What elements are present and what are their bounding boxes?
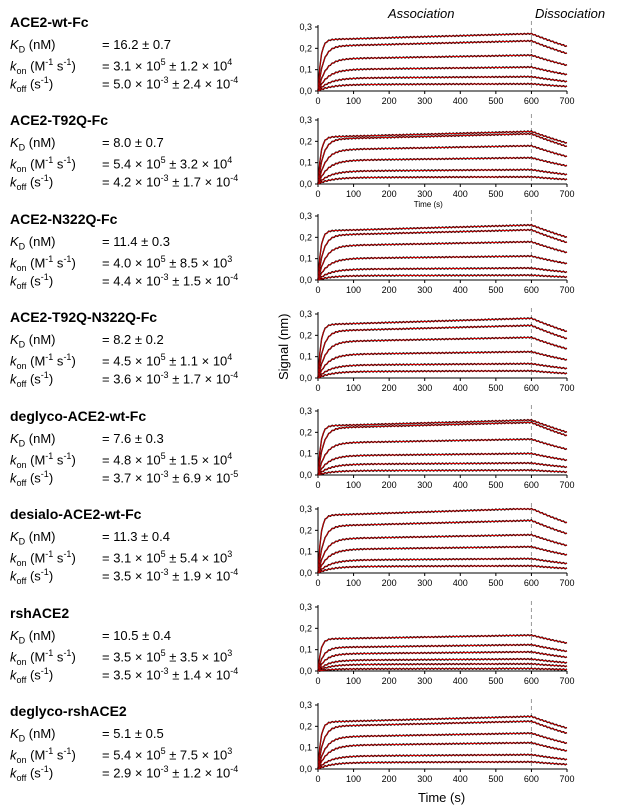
construct-name: deglyco-ACE2-wt-Fc [10, 408, 147, 424]
koff-value: = $3.5 \times 10^{-3} \pm 1.4 \times 10^{-4}$ [102, 666, 239, 683]
y-tick-label: 0,3 [299, 309, 312, 319]
fit-curve [318, 645, 567, 671]
koff-value: = $5.0 \times 10^{-3} \pm 2.4 \times 10^{-4}$ [102, 75, 239, 92]
y-tick-label: 0,2 [299, 427, 312, 438]
data-curve [318, 325, 567, 378]
y-tick-label: 0,3 [299, 211, 312, 221]
x-tick-label: 0 [315, 189, 321, 199]
x-tick-label: 600 [523, 189, 539, 199]
y-tick-label: 0,3 [299, 115, 312, 125]
y-tick-label: 0,3 [299, 504, 312, 514]
koff-value: = $4.4 \times 10^{-3} \pm 1.5 \times 10^{-4}$ [102, 272, 239, 289]
y-tick-label: 0,0 [299, 666, 312, 676]
x-tick-label: 500 [488, 285, 504, 295]
fit-curve [318, 225, 567, 280]
kd-value: = 11.4 ± 0.3 [102, 234, 170, 249]
x-tick-label: 700 [559, 578, 575, 588]
y-tick-label: 0,0 [299, 764, 312, 774]
y-tick-label: 0,2 [299, 525, 312, 536]
x-tick-label: 300 [417, 383, 433, 393]
kd-value: = 16.2 ± 0.7 [102, 37, 171, 52]
x-tick-label: 200 [381, 578, 397, 588]
y-tick-label: 0,0 [299, 179, 312, 189]
kd-value: = 5.1 ± 0.5 [102, 726, 164, 741]
kon-value: = $3.5 \times 10^5 \pm 3.5 \times 10^3$ [102, 648, 233, 665]
data-curve [318, 241, 567, 279]
y-tick-label: 0,2 [299, 43, 312, 54]
x-tick-label: 500 [488, 480, 504, 490]
x-tick-label: 700 [559, 96, 575, 106]
y-tick-label: 0,1 [299, 157, 312, 168]
x-axis-label-small: Time (s) [413, 200, 443, 209]
x-tick-label: 700 [559, 676, 575, 686]
x-tick-label: 200 [381, 383, 397, 393]
x-tick-label: 100 [346, 480, 362, 490]
koff-value: = $4.2 \times 10^{-3} \pm 1.7 \times 10^{-4}$ [102, 173, 239, 190]
x-tick-label: 0 [315, 480, 321, 490]
fit-curve [318, 268, 567, 280]
y-tick-label: 0,3 [299, 700, 312, 710]
x-tick-label: 400 [452, 774, 468, 784]
x-tick-label: 0 [315, 676, 321, 686]
x-tick-label: 300 [417, 774, 433, 784]
construct-name: desialo-ACE2-wt-Fc [10, 506, 142, 522]
association-label: Association [388, 6, 455, 21]
x-tick-label: 100 [346, 96, 362, 106]
y-tick-label: 0,1 [299, 546, 312, 557]
x-tick-label: 0 [315, 383, 321, 393]
x-tick-label: 700 [559, 480, 575, 490]
x-tick-label: 300 [417, 285, 433, 295]
x-tick-label: 500 [488, 189, 504, 199]
kon-value: = $4.5 \times 10^5 \pm 1.1 \times 10^4$ [102, 352, 233, 369]
x-tick-label: 600 [523, 96, 539, 106]
y-tick-label: 0,2 [299, 623, 312, 634]
x-tick-label: 0 [315, 96, 321, 106]
x-tick-label: 400 [452, 578, 468, 588]
x-tick-label: 400 [452, 96, 468, 106]
x-tick-label: 500 [488, 383, 504, 393]
x-tick-label: 300 [417, 578, 433, 588]
x-tick-label: 400 [452, 480, 468, 490]
y-tick-label: 0,0 [299, 470, 312, 480]
data-curve [318, 520, 567, 573]
x-axis-label: Time (s) [418, 790, 466, 805]
y-tick-label: 0,1 [299, 448, 312, 459]
x-tick-label: 300 [417, 189, 433, 199]
x-tick-label: 100 [346, 578, 362, 588]
y-tick-label: 0,2 [299, 330, 312, 341]
y-tick-label: 0,1 [299, 644, 312, 655]
x-tick-label: 100 [346, 383, 362, 393]
x-tick-label: 500 [488, 578, 504, 588]
y-tick-label: 0,3 [299, 22, 312, 32]
x-tick-label: 200 [381, 189, 397, 199]
x-tick-label: 400 [452, 285, 468, 295]
x-tick-label: 600 [523, 383, 539, 393]
y-tick-label: 0,3 [299, 406, 312, 416]
x-tick-label: 500 [488, 676, 504, 686]
fit-curve [318, 422, 567, 475]
y-tick-label: 0,0 [299, 373, 312, 383]
y-tick-label: 0,2 [299, 721, 312, 732]
x-tick-label: 0 [315, 285, 321, 295]
x-tick-label: 700 [559, 774, 575, 784]
y-tick-label: 0,3 [299, 602, 312, 612]
x-tick-label: 300 [417, 480, 433, 490]
x-tick-label: 100 [346, 676, 362, 686]
y-tick-label: 0,1 [299, 64, 312, 75]
data-curve [318, 225, 567, 280]
kd-value: = 7.6 ± 0.3 [102, 431, 164, 446]
y-tick-label: 0,2 [299, 232, 312, 243]
x-tick-label: 200 [381, 676, 397, 686]
x-tick-label: 200 [381, 96, 397, 106]
y-tick-label: 0,0 [299, 86, 312, 96]
x-tick-label: 400 [452, 189, 468, 199]
kon-value: = $3.1 \times 10^5 \pm 1.2 \times 10^4$ [102, 57, 233, 74]
data-curve [318, 644, 567, 670]
x-tick-label: 300 [417, 676, 433, 686]
x-tick-label: 700 [559, 285, 575, 295]
fit-curve [318, 463, 567, 475]
data-curve [318, 509, 567, 573]
koff-value: = $3.5 \times 10^{-3} \pm 1.9 \times 10^{-4}$ [102, 567, 239, 584]
y-tick-label: 0,1 [299, 742, 312, 753]
data-curve [318, 716, 567, 769]
x-tick-label: 200 [381, 285, 397, 295]
x-tick-label: 600 [523, 774, 539, 784]
kon-value: = $4.8 \times 10^5 \pm 1.5 \times 10^4$ [102, 451, 233, 468]
x-tick-label: 300 [417, 96, 433, 106]
x-tick-label: 100 [346, 285, 362, 295]
x-tick-label: 700 [559, 383, 575, 393]
construct-name: ACE2-N322Q-Fc [10, 211, 118, 227]
kd-value: = 8.2 ± 0.2 [102, 332, 164, 347]
x-tick-label: 500 [488, 96, 504, 106]
y-tick-label: 0,1 [299, 351, 312, 362]
x-tick-label: 200 [381, 480, 397, 490]
x-tick-label: 0 [315, 774, 321, 784]
kd-value: = 10.5 ± 0.4 [102, 628, 171, 643]
y-axis-label: Signal (nm) [276, 313, 291, 380]
fit-curve [318, 230, 567, 280]
x-tick-label: 600 [523, 578, 539, 588]
kon-value: = $4.0 \times 10^5 \pm 8.5 \times 10^3$ [102, 254, 233, 271]
koff-value: = $3.7 \times 10^{-3} \pm 6.9 \times 10^{-5}$ [102, 469, 239, 486]
construct-name: ACE2-T92Q-N322Q-Fc [10, 309, 158, 325]
x-tick-label: 600 [523, 285, 539, 295]
dissociation-label: Dissociation [535, 6, 606, 21]
x-tick-label: 400 [452, 383, 468, 393]
x-tick-label: 400 [452, 676, 468, 686]
koff-value: = $2.9 \times 10^{-3} \pm 1.2 \times 10^{-4}$ [102, 764, 239, 781]
x-tick-label: 600 [523, 676, 539, 686]
data-curve [318, 229, 567, 279]
y-tick-label: 0,2 [299, 136, 312, 147]
y-tick-label: 0,0 [299, 568, 312, 578]
kon-value: = $3.1 \times 10^5 \pm 5.4 \times 10^3$ [102, 549, 233, 566]
data-curve [318, 422, 567, 475]
x-tick-label: 100 [346, 774, 362, 784]
x-tick-label: 700 [559, 189, 575, 199]
construct-name: ACE2-wt-Fc [10, 14, 89, 30]
construct-name: deglyco-rshACE2 [10, 703, 127, 719]
y-tick-label: 0,1 [299, 253, 312, 264]
x-tick-label: 600 [523, 480, 539, 490]
x-tick-label: 200 [381, 774, 397, 784]
construct-name: rshACE2 [10, 605, 70, 621]
x-tick-label: 500 [488, 774, 504, 784]
kon-value: = $5.4 \times 10^5 \pm 3.2 \times 10^4$ [102, 155, 233, 172]
kon-value: = $5.4 \times 10^5 \pm 7.5 \times 10^3$ [102, 746, 233, 763]
y-tick-label: 0,0 [299, 275, 312, 285]
kd-value: = 8.0 ± 0.7 [102, 135, 164, 150]
kd-value: = 11.3 ± 0.4 [102, 529, 170, 544]
construct-name: ACE2-T92Q-Fc [10, 112, 109, 128]
x-tick-label: 100 [346, 189, 362, 199]
fit-curve [318, 509, 567, 573]
koff-value: = $3.6 \times 10^{-3} \pm 1.7 \times 10^{-4}$ [102, 370, 239, 387]
x-tick-label: 0 [315, 578, 321, 588]
